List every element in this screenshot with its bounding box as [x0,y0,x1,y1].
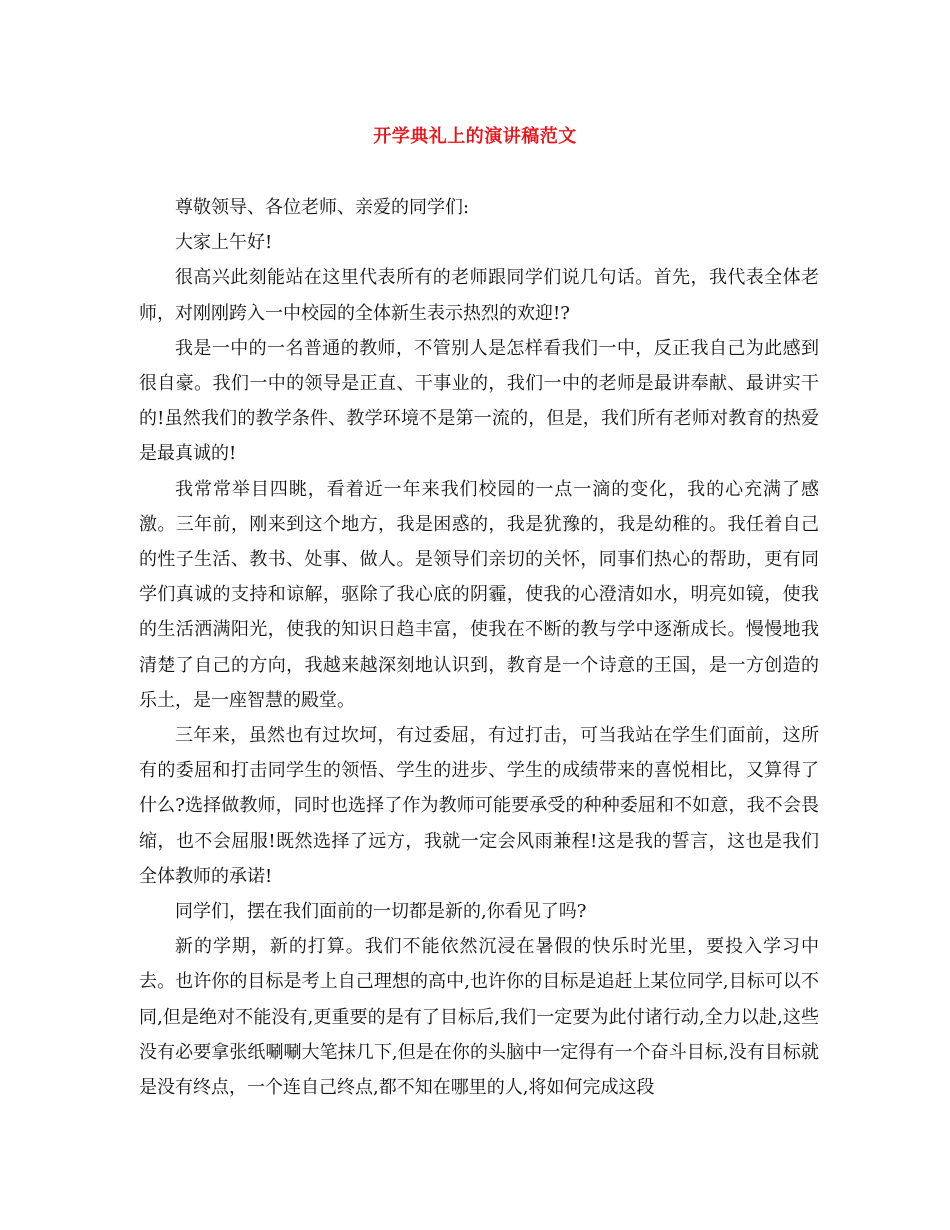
paragraph: 我是一中的一名普通的教师，不管别人是怎样看我们一中，反正我自己为此感到很自豪。我们一中的领导是正直、干事业的，我们一中的老师是最讲奉献、最讲实干的!虽然我们的教学条件、教学环境不是第一流的，但是，我们所有老师对教育的热爱是最真诚的! [139,337,819,465]
paragraph: 三年来，虽然也有过坎坷，有过委屈，有过打击，可当我站在学生们面前，这所有的委屈和打击同学生的领悟、学生的进步、学生的成绩带来的喜悦相比，又算得了什么?选择做教师，同时也选择了作为教师可能要承受的种种委屈和不如意，我不会畏缩，也不会屈服!既然选择了远方，我就一定会风雨兼程!这是我的誓言，这也是我们全体教师的承诺! [139,725,819,887]
paragraph: 新的学期，新的打算。我们不能依然沉浸在暑假的快乐时光里，要投入学习中去。也许你的目标是考上自己理想的高中,也许你的目标是追赶上某位同学,目标可以不同,但是绝对不能没有,更重要的是有了目标后,我们一定要为此付诸行动,全力以赴,这些没有必要拿张纸唰唰大笔抹几下,但是在你的头脑中一定得有一个奋斗目标,没有目标就是没有终点，一个连自己终点,都不知在哪里的人,将如何完成这段 [139,936,819,1099]
paragraph: 我常常举目四眺，看着近一年来我们校园的一点一滴的变化，我的心充满了感激。三年前，刚来到这个地方，我是困惑的，我是犹豫的，我是幼稚的。我任着自己的性子生活、教书、处事、做人。是领导们亲切的关怀，同事们热心的帮助，更有同学们真诚的支持和谅解，驱除了我心底的阴霾，使我的心澄清如水，明亮如镜，使我的生活洒满阳光，使我的知识日趋丰富，使我在不断的教与学中逐渐成长。慢慢地我清楚了自己的方向，我越来越深刻地认识到，教育是一个诗意的王国，是一方创造的乐土，是一座智慧的殿堂。 [139,478,819,711]
paragraph-greeting: 大家上午好! [175,232,273,254]
paragraph: 很高兴此刻能站在这里代表所有的老师跟同学们说几句话。首先，我代表全体老师，对刚刚跨入一中校园的全体新生表示热烈的欢迎!? [139,267,819,324]
document-body [139,190,819,1105]
paragraph: 同学们，摆在我们面前的一切都是新的,你看见了吗? [175,901,587,923]
document-title: 开学典礼上的演讲稿范文 [373,126,577,147]
paragraph-salutation: 尊敬领导、各位老师、亲爱的同学们: [175,197,470,218]
